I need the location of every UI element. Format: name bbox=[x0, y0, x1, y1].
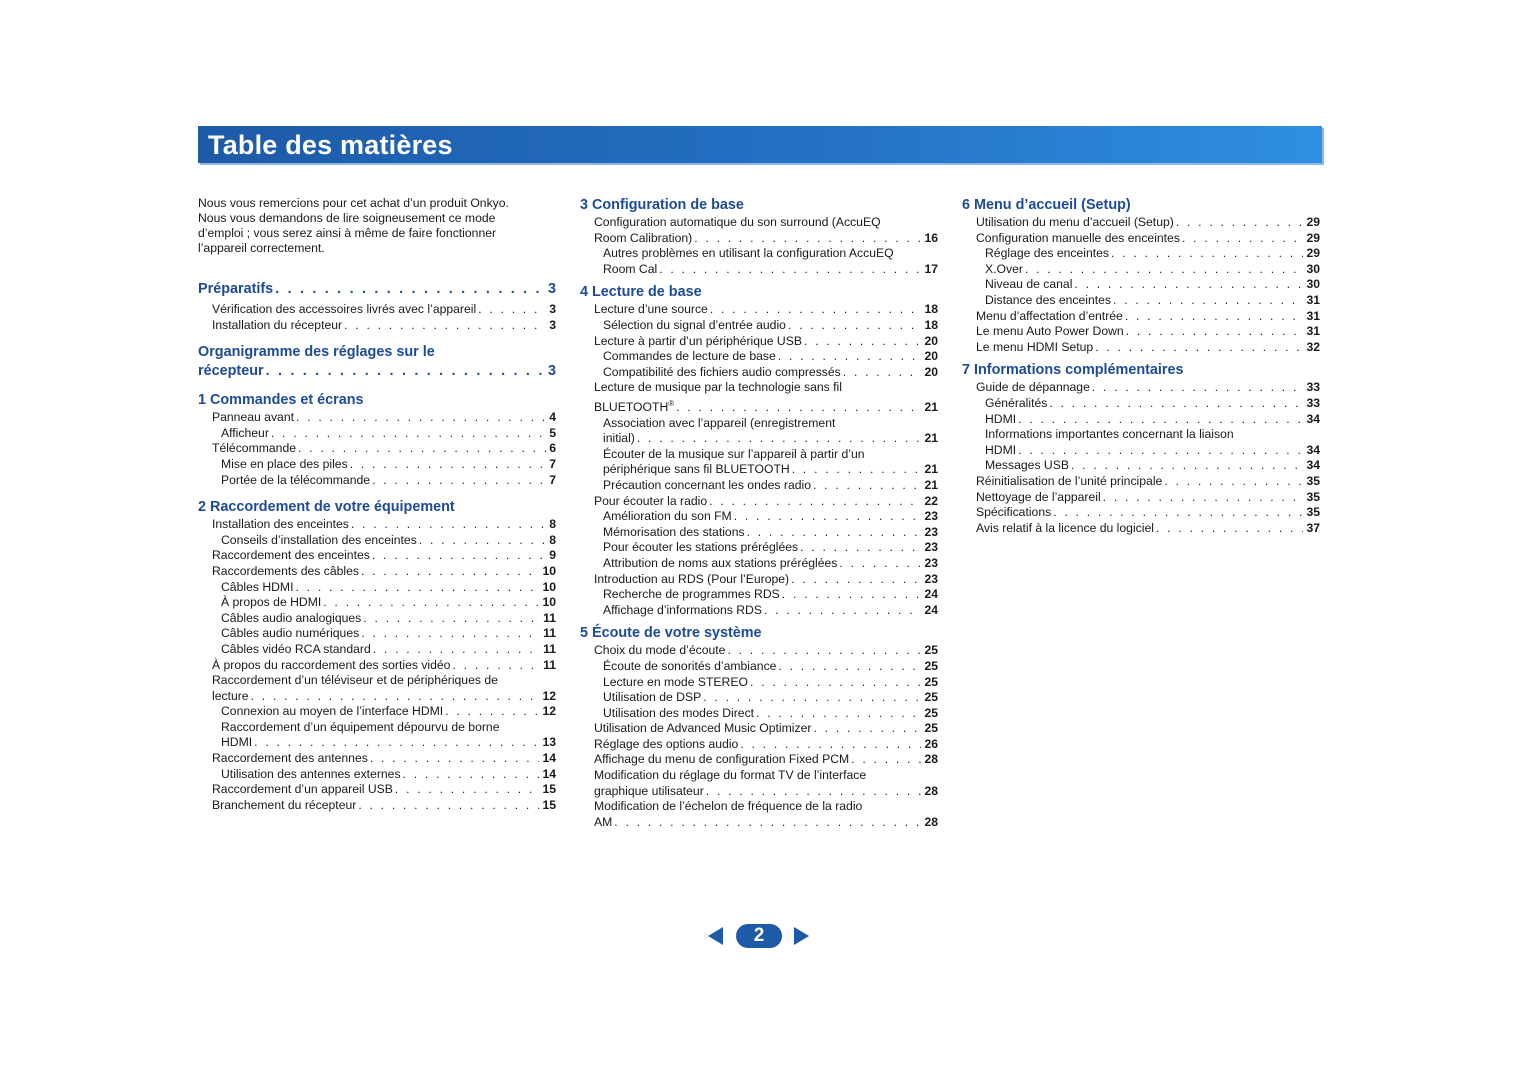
page-number: 2 bbox=[736, 924, 782, 948]
toc-entry[interactable]: Nettoyage de l’appareil . . . 35 bbox=[962, 490, 1320, 506]
toc-entry[interactable]: Pour écouter les stations préréglées . . . 23 bbox=[580, 540, 938, 556]
toc-heading-section-4[interactable]: 4 Lecture de base bbox=[580, 284, 702, 301]
page-navigation bbox=[708, 924, 812, 948]
toc-entry[interactable]: Introduction au RDS (Pour l’Europe) . . . 23 bbox=[580, 572, 938, 588]
toc-entry[interactable]: Câbles audio numériques . . . 11 bbox=[198, 626, 556, 642]
toc-entry[interactable]: Câbles vidéo RCA standard . . . 11 bbox=[198, 642, 556, 658]
toc-entry[interactable]: lecture . . . 12 bbox=[198, 689, 556, 705]
toc-entry[interactable]: Câbles audio analogiques . . . 11 bbox=[198, 611, 556, 627]
toc-entry-line1[interactable]: Raccordement d’un équipement dépourvu de borne bbox=[221, 719, 500, 734]
toc-heading-organigramme-line1[interactable]: Organigramme des réglages sur le bbox=[198, 344, 435, 361]
toc-entry[interactable]: Généralités . . . 33 bbox=[962, 396, 1320, 412]
toc-entry-line1[interactable]: Écouter de la musique sur l’appareil à partir d’un bbox=[603, 446, 865, 461]
toc-entry[interactable]: BLUETOOTH® . . . 21 bbox=[580, 396, 938, 416]
toc-entry[interactable]: Commandes de lecture de base . . . 20 bbox=[580, 349, 938, 365]
toc-entry[interactable]: Avis relatif à la licence du logiciel . . . 37 bbox=[962, 521, 1320, 537]
toc-entry[interactable]: périphérique sans fil BLUETOOTH . . . 21 bbox=[580, 462, 938, 478]
toc-column-1 bbox=[198, 196, 556, 813]
toc-column-3 bbox=[962, 196, 1320, 536]
toc-heading-section-1[interactable]: 1 Commandes et écrans bbox=[198, 392, 364, 409]
toc-entry[interactable]: Installation des enceintes . . . 8 bbox=[198, 517, 556, 533]
toc-entry[interactable]: Câbles HDMI . . . 10 bbox=[198, 580, 556, 596]
toc-entry[interactable]: Afficheur . . . 5 bbox=[198, 426, 556, 442]
toc-entry[interactable]: Écoute de sonorités d’ambiance . . . 25 bbox=[580, 659, 938, 675]
toc-entry[interactable]: Guide de dépannage . . . 33 bbox=[962, 380, 1320, 396]
toc-entry[interactable]: Distance des enceintes . . . 31 bbox=[962, 293, 1320, 309]
toc-heading-section-3[interactable]: 3 Configuration de base bbox=[580, 197, 744, 213]
toc-entry-line1[interactable]: Association avec l’appareil (enregistrement bbox=[603, 415, 836, 430]
toc-entry[interactable]: Raccordements des câbles . . . 10 bbox=[198, 564, 556, 580]
toc-entry[interactable]: Télécommande . . . 6 bbox=[198, 441, 556, 457]
prev-page-icon[interactable] bbox=[708, 927, 723, 945]
toc-entry-line1[interactable]: Raccordement d’un téléviseur et de périphériques de bbox=[212, 673, 498, 688]
toc-entry[interactable]: Lecture d’une source . . . 18 bbox=[580, 302, 938, 318]
toc-entry[interactable]: HDMI . . . 34 bbox=[962, 412, 1320, 428]
toc-heading-section-5[interactable]: 5 Écoute de votre système bbox=[580, 625, 762, 642]
toc-entry[interactable]: Compatibilité des fichiers audio compressés . . . 20 bbox=[580, 365, 938, 381]
toc-entry[interactable]: Configuration manuelle des enceintes . . . 29 bbox=[962, 231, 1320, 247]
toc-entry[interactable]: Vérification des accessoires livrés avec l’appareil . . . 3 bbox=[198, 302, 556, 318]
toc-entry[interactable]: Réinitialisation de l’unité principale . . . 35 bbox=[962, 474, 1320, 490]
page-title: Table des matières bbox=[208, 130, 453, 160]
toc-entry-line1[interactable]: Informations importantes concernant la liaison bbox=[985, 427, 1234, 442]
toc-entry[interactable]: À propos de HDMI . . . 10 bbox=[198, 595, 556, 611]
toc-entry[interactable]: Amélioration du son FM . . . 23 bbox=[580, 509, 938, 525]
toc-heading-organigramme[interactable]: récepteur . . . 3 bbox=[198, 362, 556, 381]
toc-entry[interactable]: Attribution de noms aux stations préréglées . . . 23 bbox=[580, 556, 938, 572]
toc-entry[interactable]: Room Cal . . . 17 bbox=[580, 262, 938, 278]
toc-entry[interactable]: Affichage d’informations RDS . . . 24 bbox=[580, 603, 938, 619]
toc-heading-section-6[interactable]: 6 Menu d’accueil (Setup) bbox=[962, 197, 1131, 213]
intro-text: Nous vous remercions pour cet achat d’un produit Onkyo. Nous vous demandons de lire soigneusement ce mode d’emploi ; vous serez ainsi à même de faire fonctionner l’appareil correctement. bbox=[198, 196, 509, 255]
toc-entry[interactable]: HDMI . . . 34 bbox=[962, 443, 1320, 459]
toc-entry[interactable]: Raccordement des enceintes . . . 9 bbox=[198, 548, 556, 564]
toc-entry[interactable]: initial) . . . 21 bbox=[580, 431, 938, 447]
toc-entry-line1[interactable]: Modification du réglage du format TV de l’interface bbox=[594, 768, 867, 783]
toc-entry[interactable]: Recherche de programmes RDS . . . 24 bbox=[580, 587, 938, 603]
toc-entry[interactable]: Le menu HDMI Setup . . . 32 bbox=[962, 340, 1320, 356]
toc-entry[interactable]: Réglage des enceintes . . . 29 bbox=[962, 246, 1320, 262]
toc-heading-section-2[interactable]: 2 Raccordement de votre équipement bbox=[198, 499, 455, 516]
toc-entry[interactable]: Utilisation des antennes externes . . . 14 bbox=[198, 767, 556, 783]
toc-entry[interactable]: À propos du raccordement des sorties vidéo . . . 11 bbox=[198, 658, 556, 674]
toc-entry[interactable]: X.Over . . . 30 bbox=[962, 262, 1320, 278]
toc-entry[interactable]: Panneau avant . . . 4 bbox=[198, 410, 556, 426]
toc-entry-line1[interactable]: Autres problèmes en utilisant la configuration AccuEQ bbox=[603, 246, 894, 261]
toc-entry[interactable]: Raccordement d’un appareil USB . . . 15 bbox=[198, 782, 556, 798]
toc-entry[interactable]: Utilisation de Advanced Music Optimizer . . . 25 bbox=[580, 721, 938, 737]
toc-entry-line1[interactable]: Modification de l’échelon de fréquence de la radio bbox=[594, 799, 863, 814]
toc-entry[interactable]: Messages USB . . . 34 bbox=[962, 458, 1320, 474]
toc-entry[interactable]: Affichage du menu de configuration Fixed PCM . . . 28 bbox=[580, 752, 938, 768]
toc-entry[interactable]: Utilisation des modes Direct . . . 25 bbox=[580, 706, 938, 722]
toc-entry[interactable]: Sélection du signal d’entrée audio . . . 18 bbox=[580, 318, 938, 334]
toc-entry[interactable]: Portée de la télécommande . . . 7 bbox=[198, 473, 556, 489]
toc-entry[interactable]: Réglage des options audio . . . 26 bbox=[580, 737, 938, 753]
toc-entry[interactable]: Installation du récepteur . . . 3 bbox=[198, 318, 556, 334]
title-banner bbox=[198, 126, 1322, 163]
toc-entry-line1[interactable]: Configuration automatique du son surround (AccuEQ bbox=[594, 215, 881, 229]
toc-heading-section-7[interactable]: 7 Informations complémentaires bbox=[962, 362, 1184, 379]
toc-entry[interactable]: Connexion au moyen de l’interface HDMI . . . 12 bbox=[198, 704, 556, 720]
toc-entry-line1[interactable]: Lecture de musique par la technologie sans fil bbox=[594, 380, 842, 395]
toc-entry[interactable]: Utilisation du menu d’accueil (Setup) . . . 29 bbox=[962, 215, 1320, 231]
toc-entry[interactable]: Menu d’affectation d’entrée . . . 31 bbox=[962, 309, 1320, 325]
toc-entry[interactable]: Room Calibration) . . . 16 bbox=[580, 231, 938, 247]
next-page-icon[interactable] bbox=[794, 927, 809, 945]
toc-entry[interactable]: Pour écouter la radio . . . 22 bbox=[580, 494, 938, 510]
toc-entry[interactable]: Raccordement des antennes . . . 14 bbox=[198, 751, 556, 767]
toc-entry[interactable]: HDMI . . . 13 bbox=[198, 735, 556, 751]
toc-entry[interactable]: Le menu Auto Power Down . . . 31 bbox=[962, 324, 1320, 340]
toc-entry[interactable]: Lecture en mode STEREO . . . 25 bbox=[580, 675, 938, 691]
toc-entry[interactable]: Conseils d’installation des enceintes . . . 8 bbox=[198, 533, 556, 549]
toc-entry[interactable]: Choix du mode d’écoute . . . 25 bbox=[580, 643, 938, 659]
toc-heading-preparatifs[interactable]: Préparatifs . . . 3 bbox=[198, 280, 556, 299]
toc-entry[interactable]: Utilisation de DSP . . . 25 bbox=[580, 690, 938, 706]
toc-entry[interactable]: Branchement du récepteur . . . 15 bbox=[198, 798, 556, 814]
toc-entry[interactable]: AM . . . 28 bbox=[580, 815, 938, 831]
toc-entry[interactable]: Niveau de canal . . . 30 bbox=[962, 277, 1320, 293]
toc-entry[interactable]: graphique utilisateur . . . 28 bbox=[580, 784, 938, 800]
toc-entry[interactable]: Lecture à partir d’un périphérique USB . . . 20 bbox=[580, 334, 938, 350]
toc-entry[interactable]: Mémorisation des stations . . . 23 bbox=[580, 525, 938, 541]
toc-entry[interactable]: Mise en place des piles . . . 7 bbox=[198, 457, 556, 473]
toc-entry[interactable]: Spécifications . . . 35 bbox=[962, 505, 1320, 521]
toc-entry[interactable]: Précaution concernant les ondes radio . . . 21 bbox=[580, 478, 938, 494]
toc-column-2 bbox=[580, 196, 938, 830]
